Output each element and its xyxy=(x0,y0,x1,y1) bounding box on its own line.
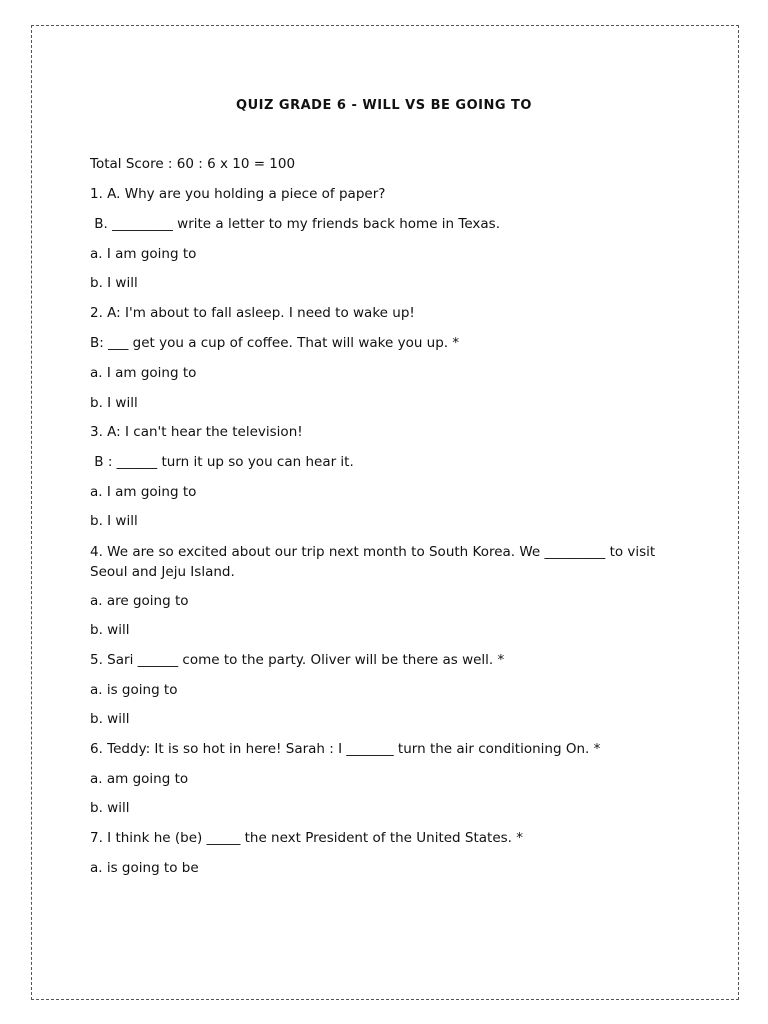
q3-response: B : ______ turn it up so you can hear it. xyxy=(90,454,354,470)
q3-option-b: b. I will xyxy=(90,513,138,529)
q7-prompt: 7. I think he (be) _____ the next President of the United States. * xyxy=(90,830,524,846)
q2-response: B: ___ get you a cup of coffee. That will wake you up. * xyxy=(90,335,460,351)
q5-option-a: a. is going to xyxy=(90,682,178,698)
q2-prompt: 2. A: I'm about to fall asleep. I need to wake up! xyxy=(90,305,415,321)
q1-response: B. _________ write a letter to my friends back home in Texas. xyxy=(90,216,500,232)
q6-option-a: a. am going to xyxy=(90,771,189,787)
q2-option-b: b. I will xyxy=(90,395,138,411)
q4-prompt: 4. We are so excited about our trip next month to South Korea. We _________ to visit Seoul and Jeju Island. xyxy=(90,544,656,580)
q1-option-b: b. I will xyxy=(90,275,138,291)
q6-prompt: 6. Teddy: It is so hot in here! Sarah : I _______ turn the air conditioning On. * xyxy=(90,741,601,757)
q2-option-a: a. I am going to xyxy=(90,365,197,381)
q6-option-b: b. will xyxy=(90,800,130,816)
q5-option-b: b. will xyxy=(90,711,130,727)
q1-prompt: 1. A. Why are you holding a piece of paper? xyxy=(90,186,386,202)
q4-option-b: b. will xyxy=(90,622,130,638)
q1-option-a: a. I am going to xyxy=(90,246,197,262)
q5-prompt: 5. Sari ______ come to the party. Oliver will be there as well. * xyxy=(90,652,505,668)
q3-option-a: a. I am going to xyxy=(90,484,197,500)
q4-option-a: a. are going to xyxy=(90,593,189,609)
q7-option-a: a. is going to be xyxy=(90,860,199,876)
total-score: Total Score : 60 : 6 x 10 = 100 xyxy=(90,156,296,172)
q3-prompt: 3. A: I can't hear the television! xyxy=(90,424,303,440)
quiz-title: QUIZ GRADE 6 - WILL VS BE GOING TO xyxy=(236,98,532,113)
